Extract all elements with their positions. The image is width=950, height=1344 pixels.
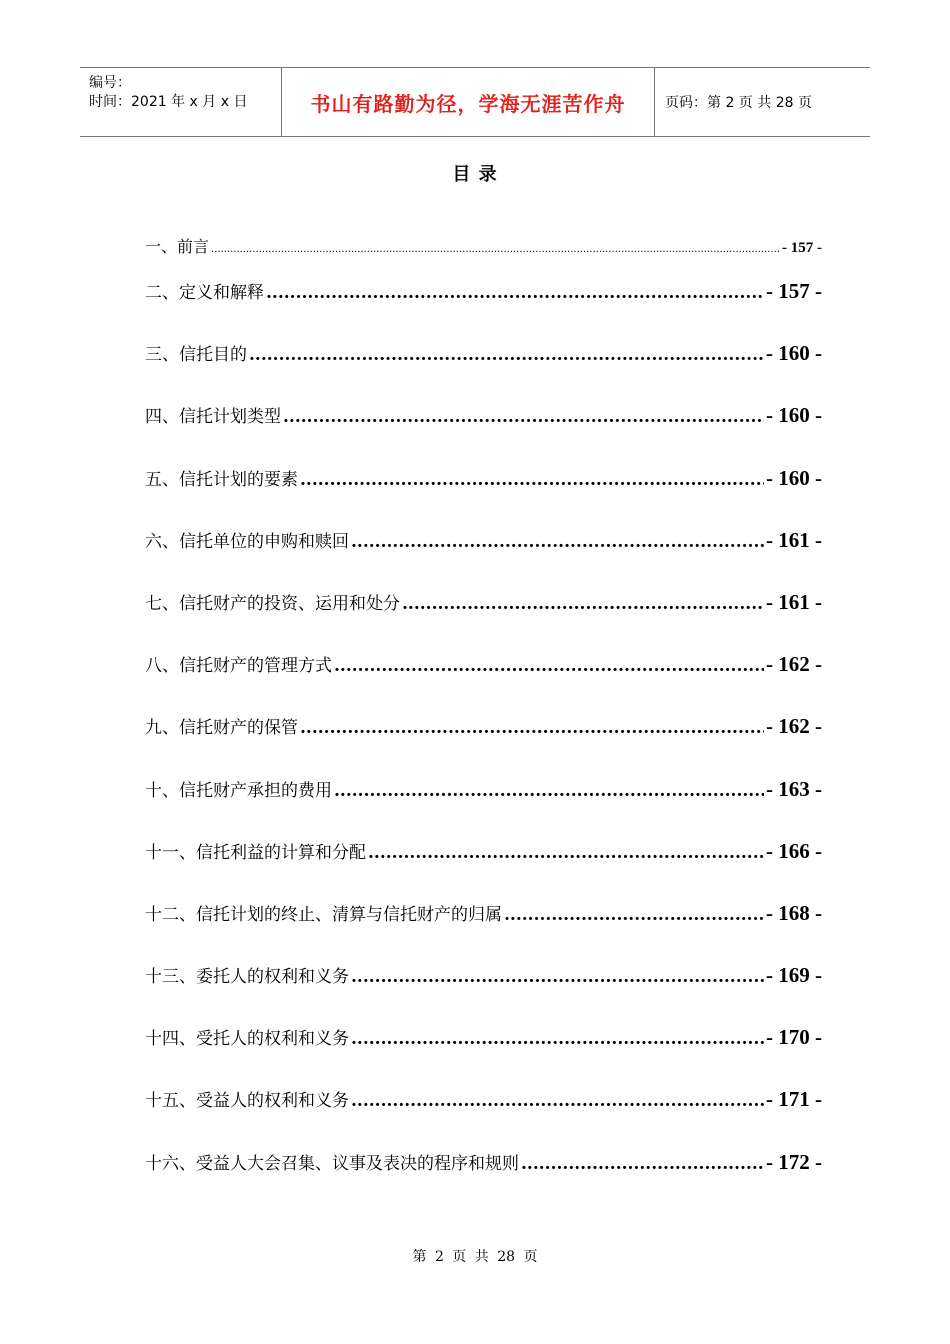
document-number: 编号：	[89, 75, 131, 91]
toc-entry-page: - 171 -	[766, 1087, 822, 1112]
toc-entry-label: 十三、委托人的权利和义务	[145, 967, 349, 988]
toc-entry[interactable]	[145, 713, 822, 775]
toc-entry-page: - 157 -	[766, 279, 822, 303]
toc-leader	[211, 244, 780, 255]
toc-entry[interactable]	[145, 278, 822, 340]
toc-entry[interactable]	[145, 1149, 822, 1211]
header-meta	[80, 68, 282, 136]
toc-entry-label: 二、定义和解释	[145, 283, 264, 303]
toc-entry-label: 十五、受益人的权利和义务	[145, 1091, 349, 1112]
toc-title: 目 录	[452, 164, 498, 185]
toc-entry-label: 十六、受益人大会召集、议事及表决的程序和规则	[145, 1153, 519, 1174]
toc-entry[interactable]	[145, 776, 822, 838]
toc-entry-label: 十二、信托计划的终止、清算与信托财产的归属	[145, 904, 502, 925]
toc-entry-page: - 162 -	[766, 652, 822, 677]
toc-leader	[521, 1154, 764, 1174]
toc-entry-label: 一、前言	[145, 237, 210, 256]
toc-entry-page: - 169 -	[766, 963, 822, 988]
toc-leader	[249, 345, 764, 365]
toc-leader	[266, 283, 764, 303]
toc-entry[interactable]	[145, 651, 822, 713]
page-footer: 第 2 页 共 28 页	[412, 1249, 538, 1265]
toc-leader	[351, 1091, 764, 1111]
toc-entry-label: 十一、信托利益的计算和分配	[145, 842, 366, 863]
toc-entry[interactable]	[145, 340, 822, 402]
toc-entry-page: - 160 -	[766, 341, 822, 366]
toc-leader	[300, 470, 764, 490]
toc-leader	[351, 532, 764, 552]
toc-entry-label: 八、信托财产的管理方式	[145, 656, 332, 677]
toc-entry[interactable]	[145, 465, 822, 527]
toc-entry-page: - 161 -	[766, 589, 822, 614]
toc-entry-label: 十四、受托人的权利和义务	[145, 1029, 349, 1050]
header-page-number: 页码：第 2 页 共 28 页	[665, 95, 812, 111]
toc-entry[interactable]	[145, 402, 822, 464]
toc-leader	[334, 781, 764, 801]
toc-entry-label: 四、信托计划类型	[145, 407, 281, 428]
toc-entry-page: - 160 -	[766, 465, 822, 490]
page-header	[80, 67, 870, 137]
toc-entry-page: - 160 -	[766, 403, 822, 428]
toc-leader	[504, 905, 764, 925]
toc-leader	[351, 967, 764, 987]
toc-leader	[368, 843, 764, 863]
toc-entry-page: - 166 -	[766, 838, 822, 863]
toc-entry[interactable]	[145, 228, 822, 278]
toc-leader	[283, 407, 764, 427]
toc-entry-page: - 157 -	[782, 240, 822, 256]
toc-entry[interactable]	[145, 962, 822, 1024]
table-of-contents	[145, 228, 822, 1211]
toc-entry[interactable]	[145, 589, 822, 651]
toc-entry-page: - 170 -	[766, 1025, 822, 1050]
toc-leader	[402, 594, 764, 614]
toc-entry[interactable]	[145, 1086, 822, 1148]
toc-entry-page: - 168 -	[766, 900, 822, 925]
toc-entry-label: 三、信托目的	[145, 345, 247, 366]
header-motto-cell	[282, 68, 655, 136]
toc-entry[interactable]	[145, 527, 822, 589]
toc-entry[interactable]	[145, 900, 822, 962]
toc-leader	[351, 1029, 764, 1049]
toc-entry-page: - 172 -	[766, 1149, 822, 1174]
header-motto: 书山有路勤为径，学海无涯苦作舟	[310, 91, 626, 116]
toc-entry-label: 六、信托单位的申购和赎回	[145, 531, 349, 552]
toc-entry-page: - 161 -	[766, 527, 822, 552]
document-time: 时间：2021 年 x 月 x 日	[89, 94, 248, 110]
toc-entry-label: 七、信托财产的投资、运用和处分	[145, 593, 400, 614]
toc-entry-label: 五、信托计划的要素	[145, 469, 298, 490]
toc-entry-page: - 163 -	[766, 776, 822, 801]
toc-entry-page: - 162 -	[766, 714, 822, 739]
toc-entry-label: 九、信托财产的保管	[145, 718, 298, 739]
toc-leader	[334, 656, 764, 676]
toc-entry[interactable]	[145, 1024, 822, 1086]
toc-entry-label: 十、信托财产承担的费用	[145, 780, 332, 801]
toc-leader	[300, 718, 764, 738]
header-page-cell	[655, 68, 870, 136]
toc-entry[interactable]	[145, 838, 822, 900]
